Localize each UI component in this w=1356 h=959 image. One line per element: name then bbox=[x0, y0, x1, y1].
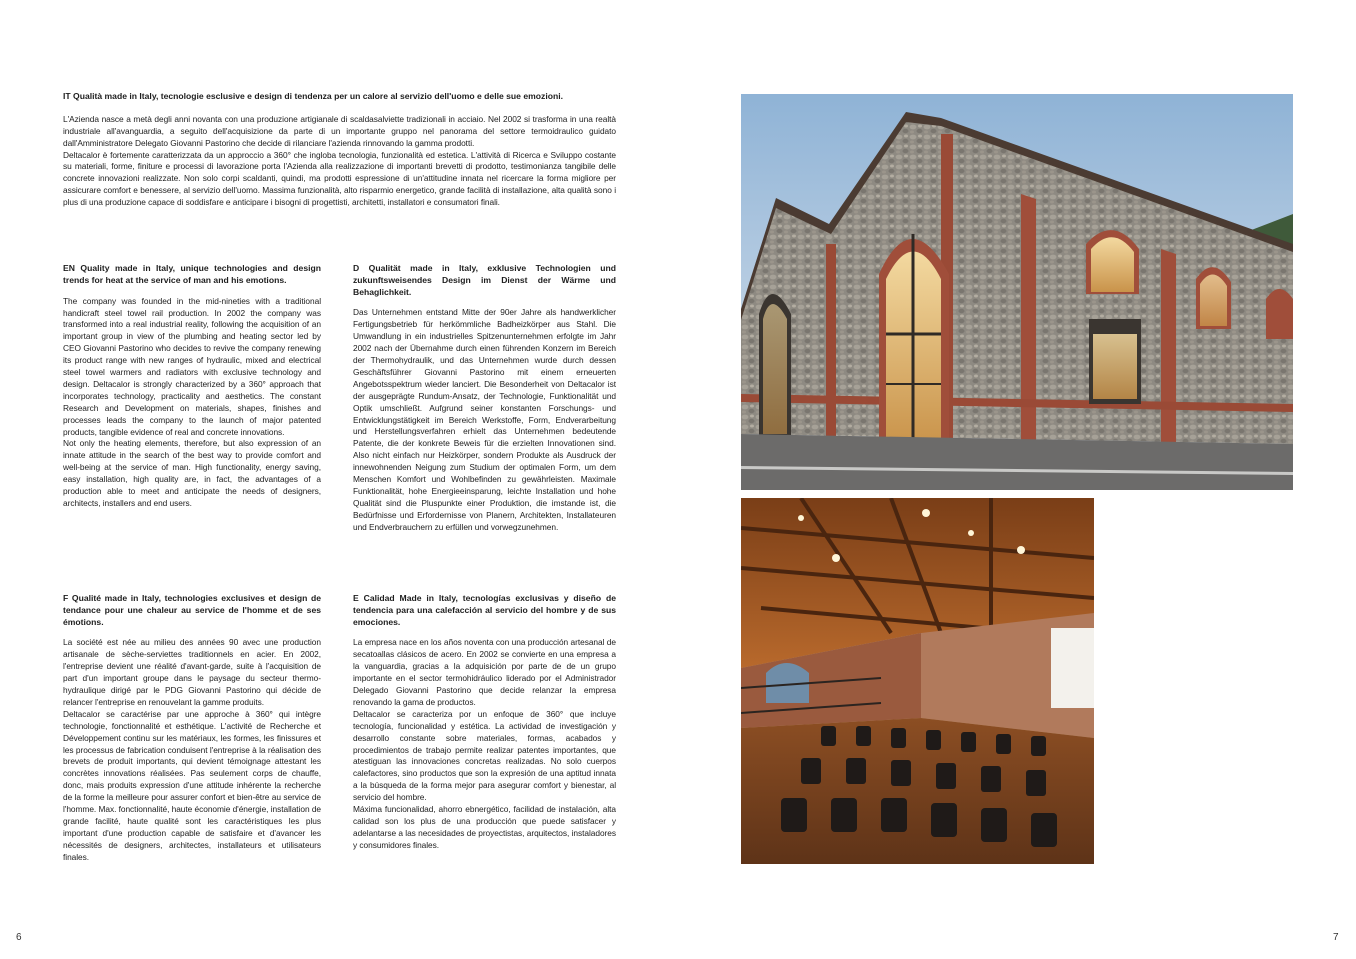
fr-paragraph: La société est née au milieu des années 90 avec une production artisanale de sèche-serviettes traditionnels en acier. En 2002, l'entreprise devient une réalité d'avant-garde, suite à l'acquisition de part d'un important groupe dans le paysage du secteur thermo-hydraulique dirigé par le PDG Giovanni Pastorino qui décide de relancer l'entreprise en renouvelant la gamme produits. bbox=[63, 637, 321, 707]
fr-paragraph: Deltacalor se caractérise par une approche à 360° qui intègre technologie, fonctionnalité et esthétique. L'activité de Recherche et Développement continu sur les matériaux, les formes, les finissures et les processus de fabrication conduisent l'entreprise à la réalisation des brevets de produit importants, qui devient témoignage attestant les concrètes innovations réalisées. Pas seulement corps de chauffe, donc, mais produits expression d'une attitude inhérente la recherche de la forme la meilleure pour assurer confort et bien-être au service de l'homme. Max. fonctionnalité, haute économie d'énergie, installation de grande facilité, haute qualité sont les caractéristiques les plus important d'une production capable de satisfaire et d'avancer les nécessités de designers, architectes, installateurs et utilisateurs finales. bbox=[63, 708, 321, 862]
it-paragraph: Deltacalor è fortemente caratterizzata da un approccio a 360° che ingloba tecnologia, funzionalità ed estetica. L'attività di Ricerca e Sviluppo costante su materiali, forme, finiture e processi di lavorazione porta l'Azienda alla realizzazione di importanti brevetti di prodotto, testimonianza tangibile delle concrete innovazioni realizzate. Non solo corpi scaldanti, quindi, ma prodotti espressione di un'attitudine innata nel ricercare la forma migliore per assicurare comfort e benessere, al servizio dell'uomo. Massima funzionalità, alto risparmio energetico, grande facilità di installazione, alta qualità sono i plus di una produzione capace di soddisfare e anticipare i bisogni di progettisti, architetti, installatori e consumatori finali. bbox=[63, 149, 616, 208]
de-paragraph: Das Unternehmen entstand Mitte der 90er Jahre als handwerklicher Fertigungsbetrieb für herkömmliche Badheizkörper aus Stahl. Die Umwandlung in ein industrielles Spitzenunternehmen erfolgte im Jahr 2002 nach der Übernahme durch einen führenden Konzern im Bereich der Thermohydraulik, und das Unternehmen wurde durch dessen Geschäftsführer Giovanni Pastorino mit einem erneuerten Angebotsspektrum wieder lanciert. Die Besonderheit von Deltacalor ist der ausgeprägte Rundum-Ansatz, der Technologie, Funktionalität und Optik umschließt. Aufgrund seiner konstanten Forschungs- und Entwicklungstätigkeit im Bereich Werkstoffe, Form, Endverarbeitung und Herstellungsverfahren erhielt das Unternehmen bedeutende Patente, die der konkrete Beweis für die erzielten Innovationen sind. Also nicht einfach nur Heizkörper, sondern Produkte als Ausdruck der innewohnenden Neigung zum Studium der optimalen Form, um dem Menschen Komfort und Wohlbefinden zu gewährleisten. Maximale Funktionalität, hohe Energieeinsparung, leichte Installation und hohe Qualität sind die Pluspunkte einer Produktion, die imstande ist, die Bedürfnisse und Erfordernisse von Planern, Architekten, Installateuren und Endverbrauchern zu erfüllen und vorwegzunehmen. bbox=[353, 307, 616, 532]
en-paragraph: The company was founded in the mid-nineties with a traditional handicraft steel towel rail production. In 2002 the company was transformed into a real industrial reality, following the acquisition of an important group in view of the plumbing and heating sector led by CEO Giovanni Pastorino who decides to revive the company renewing its product range with new ranges of hydraulic, mixed and electrical steel towel warmers and radiators with exclusive technology and design. Deltacalor is strongly characterized by a 360° approach that incorporates technology, practicality and aesthetics. The constant Research and Development on materials, shapes, finishes and processes leads the company to the launch of major patented products, tangible evidence of real and concrete innovations. bbox=[63, 295, 321, 437]
es-body bbox=[353, 637, 616, 851]
fr-section bbox=[63, 593, 321, 864]
en-section bbox=[63, 263, 321, 510]
it-section bbox=[63, 91, 616, 209]
it-body bbox=[63, 114, 616, 209]
fr-body bbox=[63, 637, 321, 863]
it-heading: IT Qualità made in Italy, tecnologie esclusive e design di tendenza per un calore al servizio dell'uomo e delle sue emozioni. bbox=[63, 91, 563, 101]
de-heading: D Qualität made in Italy, exklusive Technologien und zukunftsweisendes Design im Dienst der Wärme und Behaglichkeit. bbox=[353, 263, 616, 297]
de-section bbox=[353, 263, 616, 534]
page-number-left: 6 bbox=[16, 932, 22, 943]
en-body bbox=[63, 296, 321, 510]
en-heading: EN Quality made in Italy, unique technologies and design trends for heat at the service of man and his emotions. bbox=[63, 263, 321, 285]
interior-hall-photo bbox=[741, 498, 1094, 864]
it-paragraph: L'Azienda nasce a metà degli anni novanta con una produzione artigianale di scaldasalviette tradizionali in acciaio. Nel 2002 si trasforma in una realtà industriale all'avanguardia, a seguito dell'acquisizione da parte di un importante gruppo nel panorama del settore termoidraulico guidato dall'Amministratore Delegato Giovanni Pastorino che decide di rilanciare l'azienda rinnovando la gamma prodotti. bbox=[63, 113, 616, 148]
page-number-right: 7 bbox=[1333, 932, 1339, 943]
es-paragraph: Deltacalor se caracteriza por un enfoque de 360° que incluye tecnología, funcionalidad y estética. La actividad de investigación y desarrollo constante sobre materiales, formas, acabados y procedimientos de trabajo permite realizar patentes importantes, que atestiguan las innovaciones concretas realizadas. No solo cuerpos calefactores, sino productos que son la expresión de una aptitud innata a la búsqueda de la forma mejor para asegurar comfort y bienestar, al servicio del hombre. bbox=[353, 708, 616, 803]
es-section bbox=[353, 593, 616, 852]
de-body bbox=[353, 307, 616, 533]
building-exterior-photo bbox=[741, 94, 1293, 490]
es-paragraph: La empresa nace en los años noventa con una producción artesanal de secatoallas clásicos de acero. En 2002 se convierte en una empresa a la vanguardia, gracias a la adquisición por parte de de un grupo importante en el sector termohidráulico liderado por el Administrador Delegado Giovanni Pastorino que decide relanzar la empresa renovando la gama de productos. bbox=[353, 637, 616, 707]
es-paragraph: Máxima funcionalidad, ahorro ebnergético, facilidad de instalación, alta calidad son los plus de una producción que puede satisfacer y adelantarse a las necesidades de proyectistas, arquitectos, instaladores y consumidores finales. bbox=[353, 804, 616, 850]
fr-heading: F Qualité made in Italy, technologies exclusives et design de tendance pour une chaleur au service de l'homme et de ses émotions. bbox=[63, 593, 321, 627]
es-heading: E Calidad Made in Italy, tecnologías exclusivas y diseño de tendencia para una calefacción al servicio del hombre y de sus emociones. bbox=[353, 593, 616, 627]
en-paragraph: Not only the heating elements, therefore, but also expression of an innate attitude in the search of the best way to provide comfort and well-being at the service of man. High functionality, energy saving, easy installation, high quality are, in fact, the advantages of a production able to meet and anticipate the needs of designers, architects, installers and end users. bbox=[63, 438, 321, 508]
